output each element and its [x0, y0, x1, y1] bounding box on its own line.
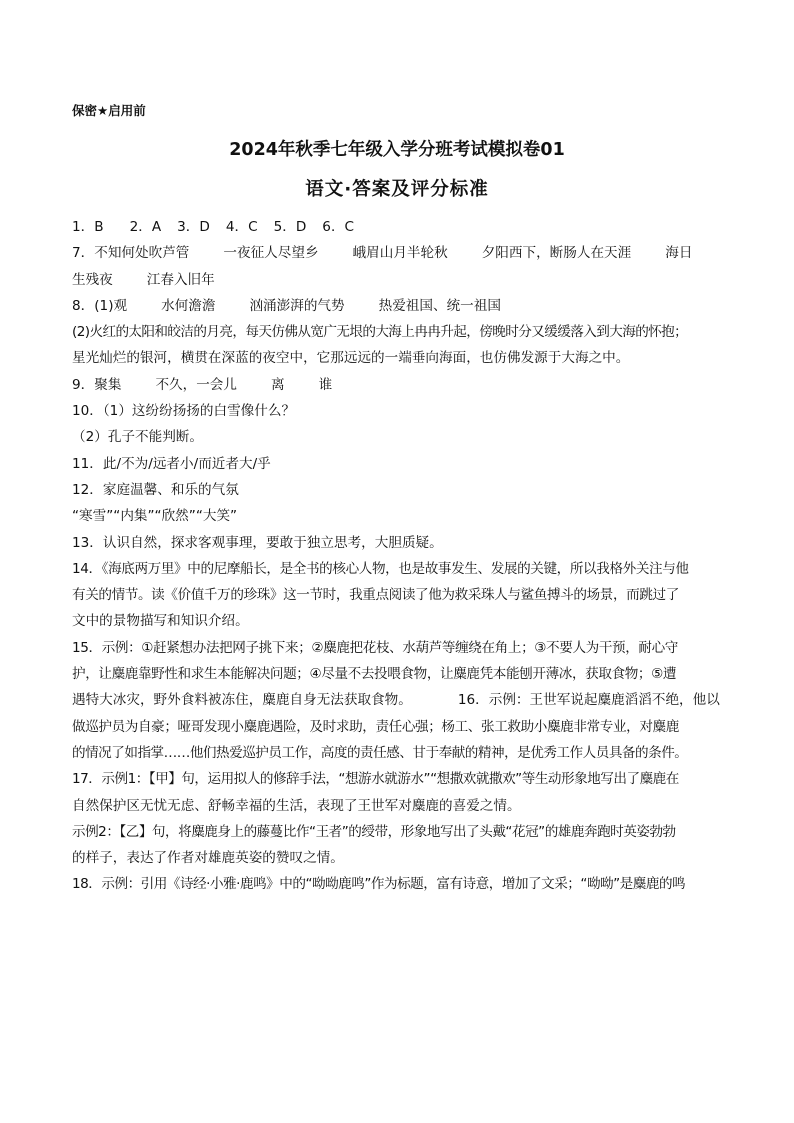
answer-q8-2-a: (2)火红的太阳和皎洁的月亮，每天仿佛从宽广无垠的大海上冉冉升起，傍晚时分又缓缓落入到大海的怀抱；	[72, 324, 688, 341]
answer-body	[72, 214, 722, 898]
answer-q1-6: 1．B 2．A 3．D 4．C 5．D 6．C	[72, 219, 355, 235]
answer-q15-b: 护，让麋鹿靠野性和求生本能解决问题；④尽量不去投喂食物，让麋鹿凭本能刨开薄冰，获取食物；⑤遭	[72, 666, 677, 683]
answer-q9: 9．聚集 不久，一会儿 离 谁	[72, 376, 333, 393]
answer-q15-a: 15．示例：①赶紧想办法把网子挑下来；②麋鹿把花枝、水葫芦等缠绕在角上；③不要人为干预，耐心守	[72, 639, 678, 656]
answer-q7-cont: 生残夜 江春入旧年	[72, 271, 215, 288]
answer-q16-c: 的情况了如指掌……他们热爱巡护员工作，高度的责任感、甘于奉献的精神，是优秀工作人员具备的条件。	[72, 744, 688, 761]
answer-q17-b: 自然保护区无忧无虑、舒畅幸福的生活，表现了王世军对麋鹿的喜爱之情。	[72, 797, 521, 814]
answer-q10-1: 10．（1）这纷纷扬扬的白雪像什么？	[72, 403, 296, 420]
answer-q10-2: （2）孔子不能判断。	[72, 429, 203, 446]
exam-title: 2024年秋季七年级入学分班考试模拟卷01	[229, 140, 565, 160]
answer-q12-a: 12．家庭温馨、和乐的气氛	[72, 481, 239, 498]
exam-subtitle: 语文·答案及评分标准	[305, 179, 489, 200]
answer-q18-a: 18．示例：引用《诗经·小雅·鹿鸣》中的“呦呦鹿鸣”作为标题，富有诗意，增加了文采；“呦呦”是麋鹿的鸣	[72, 876, 686, 893]
answer-q16-b: 做巡护员为自豪；哑哥发现小麋鹿遇险，及时求助，责任心强；杨工、张工救助小麋鹿非常专业，对麋鹿	[72, 718, 679, 735]
answer-q7: 7．不知何处吹芦管 一夜征人尽望乡 峨眉山月半轮秋 夕阳西下，断肠人在天涯 海日	[72, 245, 693, 262]
answer-q13: 13．认识自然，探求客观事理，要敢于独立思考，大胆质疑。	[72, 534, 443, 551]
answer-q8-2-b: 星光灿烂的银河，横贯在深蓝的夜空中，它那远远的一端垂向海面，也仿佛发源于大海之中。	[72, 350, 630, 367]
answer-q14-b: 有关的情节。读《价值千万的珍珠》这一节时，我重点阅读了他为救采珠人与鲨鱼搏斗的场景，而跳过了	[72, 587, 679, 604]
answer-q17-c: 示例2：【乙】句，将麋鹿身上的藤蔓比作“王者”的绶带，形象地写出了头戴“花冠”的雄鹿奔跑时英姿勃勃	[72, 823, 676, 840]
secret-label: 保密★启用前	[72, 103, 146, 118]
answer-q17-d: 的样子，表达了作者对雄鹿英姿的赞叹之情。	[72, 850, 344, 867]
answer-q14-a: 14．《海底两万里》中的尼摩船长，是全书的核心人物，也是故事发生、发展的关键，所以我格外关注与他	[72, 560, 689, 577]
answer-q12-b: “寒雪”“内集”“欣然”“大笑”	[72, 508, 238, 525]
answer-q11: 11．此/不为/远者小/而近者大/乎	[72, 455, 271, 472]
answer-q14-c: 文中的景物描写和知识介绍。	[72, 613, 249, 630]
answer-q8-1: 8．(1)观 水何澹澹 汹涌澎湃的气势 热爱祖国、统一祖国	[72, 297, 501, 314]
answer-q15-c-q16-a: 遇特大冰灾，野外食料被冻住，麋鹿自身无法获取食物。 16．示例：王世军说起麋鹿滔滔不绝，他以	[72, 692, 720, 709]
answer-q17-a: 17．示例1：【甲】句，运用拟人的修辞手法，“想游水就游水”“想撒欢就撒欢”等生动形象地写出了麋鹿在	[72, 771, 679, 788]
